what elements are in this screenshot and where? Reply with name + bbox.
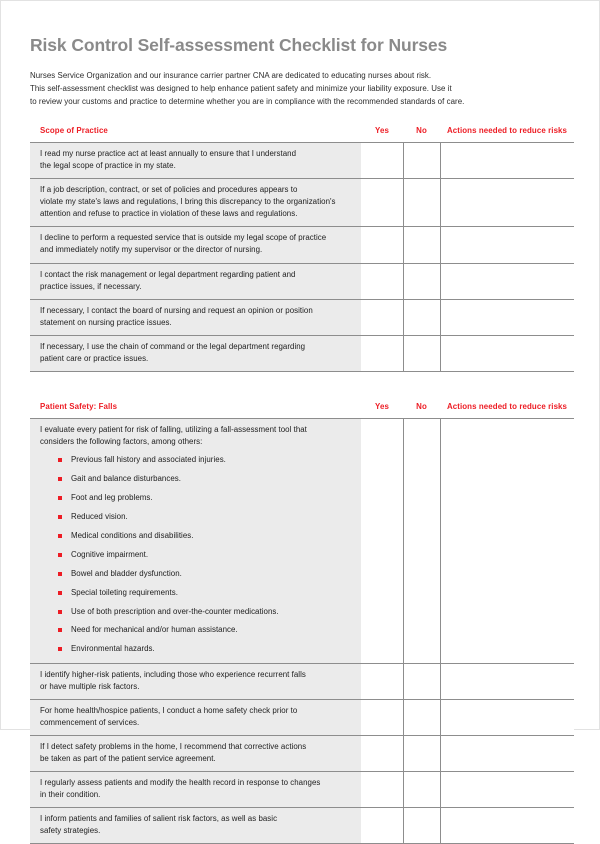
yes-checkbox-cell[interactable] [361, 699, 403, 735]
checklist-item-line: practice issues, if necessary. [40, 281, 142, 291]
list-item: Need for mechanical and/or human assistance. [58, 625, 353, 634]
checklist-item-line: attention and refuse to practice in violation of these laws and regulations. [40, 209, 298, 219]
yes-checkbox-cell[interactable] [361, 335, 403, 371]
table-header-row [30, 126, 574, 143]
table-row [30, 263, 574, 299]
checklist-item-line: If necessary, I use the chain of command or the legal department regarding [40, 341, 306, 351]
actions-input-cell[interactable] [440, 179, 574, 227]
checklist-item-text [30, 699, 361, 735]
square-bullet-icon [58, 534, 62, 538]
checklist-item-line: I regularly assess patients and modify the health record in response to changes [40, 778, 321, 788]
no-checkbox-cell[interactable] [403, 418, 440, 663]
yes-checkbox-cell[interactable] [361, 663, 403, 699]
actions-input-cell[interactable] [440, 699, 574, 735]
list-item: Use of both prescription and over-the-counter medications. [58, 607, 353, 616]
square-bullet-icon [58, 458, 62, 462]
column-header-actions: Actions needed to reduce risks [446, 401, 568, 411]
checklist-item-line: I inform patients and families of salient risk factors, as well as basic [40, 814, 278, 824]
checklist-item-text [30, 736, 361, 772]
checklist-item-text [30, 227, 361, 263]
column-header-yes: Yes [375, 126, 389, 136]
checklist-item-line: If a job description, contract, or set of policies and procedures appears to [40, 185, 298, 195]
square-bullet-icon [58, 553, 62, 557]
checklist-table [30, 126, 574, 371]
yes-checkbox-cell[interactable] [361, 772, 403, 808]
checklist-item-text [30, 179, 361, 227]
no-checkbox-cell[interactable] [403, 179, 440, 227]
actions-input-cell[interactable] [440, 143, 574, 179]
list-item: Foot and leg problems. [58, 493, 353, 502]
column-header-no: No [416, 126, 427, 136]
checklist-item-line: safety strategies. [40, 826, 101, 836]
list-item: Bowel and bladder dysfunction. [58, 569, 353, 578]
checklist-item-text [30, 663, 361, 699]
checklist-item-line: I decline to perform a requested service that is outside my legal scope of practice [40, 233, 327, 243]
list-item: Previous fall history and associated injuries. [58, 455, 353, 464]
no-checkbox-cell[interactable] [403, 699, 440, 735]
square-bullet-icon [58, 591, 62, 595]
yes-checkbox-cell[interactable] [361, 299, 403, 335]
square-bullet-icon [58, 610, 62, 614]
actions-input-cell[interactable] [440, 736, 574, 772]
checklist-item-text [30, 143, 361, 179]
actions-input-cell[interactable] [440, 263, 574, 299]
table-row [30, 699, 574, 735]
list-item: Reduced vision. [58, 512, 353, 521]
checklist-item-line: I contact the risk management or legal department regarding patient and [40, 269, 296, 279]
table-row [30, 143, 574, 179]
checklist-item-line: violate my state's laws and regulations, I bring this discrepancy to the organization's [40, 197, 336, 207]
yes-checkbox-cell[interactable] [361, 808, 403, 844]
no-checkbox-cell[interactable] [403, 227, 440, 263]
checklist-item-line: For home health/hospice patients, I conduct a home safety check prior to [40, 705, 298, 715]
intro-line: Nurses Service Organization and our insurance carrier partner CNA are dedicated to educating nurses about risk. [30, 71, 432, 80]
checklist-item-line: patient care or practice issues. [40, 353, 149, 363]
actions-input-cell[interactable] [440, 663, 574, 699]
yes-checkbox-cell[interactable] [361, 418, 403, 663]
list-item: Gait and balance disturbances. [58, 474, 353, 483]
actions-input-cell[interactable] [440, 335, 574, 371]
table-row [30, 299, 574, 335]
no-checkbox-cell[interactable] [403, 299, 440, 335]
checklist-item-line: be taken as part of the patient service agreement. [40, 754, 216, 764]
table-row [30, 736, 574, 772]
checklist-item-line: or have multiple risk factors. [40, 681, 140, 691]
document-body [1, 1, 599, 844]
checklist-item-line: I evaluate every patient for risk of falling, utilizing a fall-assessment tool that [40, 424, 307, 434]
actions-input-cell[interactable] [440, 772, 574, 808]
intro-line: This self-assessment checklist was designed to help enhance patient safety and minimize your liability exposure. Use it [30, 83, 452, 93]
square-bullet-icon [58, 477, 62, 481]
table-row [30, 335, 574, 371]
list-item: Medical conditions and disabilities. [58, 531, 353, 540]
actions-input-cell[interactable] [440, 418, 574, 663]
checklist-item-line: and immediately notify my supervisor or the director of nursing. [40, 245, 263, 255]
page-title: Risk Control Self-assessment Checklist for Nurses [30, 35, 448, 55]
section-heading: Patient Safety: Falls [40, 401, 118, 411]
list-item: Cognitive impairment. [58, 550, 353, 559]
yes-checkbox-cell[interactable] [361, 736, 403, 772]
checklist-item-text [30, 335, 361, 371]
checklist-item-line: statement on nursing practice issues. [40, 317, 172, 327]
square-bullet-icon [58, 496, 62, 500]
checklist-item-line: considers the following factors, among others: [40, 436, 203, 446]
square-bullet-icon [58, 515, 62, 519]
checklist-item-line: If I detect safety problems in the home, I recommend that corrective actions [40, 742, 307, 752]
checklist-item-text [30, 263, 361, 299]
checklist-item-text [30, 808, 361, 844]
yes-checkbox-cell[interactable] [361, 227, 403, 263]
column-header-no: No [416, 401, 427, 411]
list-item: Special toileting requirements. [58, 588, 353, 597]
checklist-item-line: I identify higher-risk patients, including those who experience recurrent falls [40, 669, 306, 679]
intro-paragraph [30, 70, 572, 108]
table-header-row [30, 402, 574, 419]
no-checkbox-cell[interactable] [403, 335, 440, 371]
no-checkbox-cell[interactable] [403, 263, 440, 299]
square-bullet-icon [58, 647, 62, 651]
table-row [30, 418, 574, 663]
table-row [30, 179, 574, 227]
table-row [30, 663, 574, 699]
checklist-item-line: the legal scope of practice in my state. [40, 161, 176, 171]
list-item: Environmental hazards. [58, 644, 353, 653]
section-spacer [30, 388, 572, 402]
checklist-table [30, 402, 574, 844]
square-bullet-icon [58, 572, 62, 576]
no-checkbox-cell[interactable] [403, 143, 440, 179]
actions-input-cell[interactable] [440, 808, 574, 844]
yes-checkbox-cell[interactable] [361, 263, 403, 299]
checklist-item-line: in their condition. [40, 790, 101, 800]
checklist-item-line: I read my nurse practice act at least annually to ensure that I understand [40, 149, 297, 159]
actions-input-cell[interactable] [440, 299, 574, 335]
yes-checkbox-cell[interactable] [361, 143, 403, 179]
column-header-yes: Yes [375, 401, 389, 411]
checklist-item-line: commencement of services. [40, 718, 140, 727]
no-checkbox-cell[interactable] [403, 663, 440, 699]
checklist-item-text [30, 299, 361, 335]
section-heading: Scope of Practice [40, 126, 108, 136]
square-bullet-icon [58, 628, 62, 632]
table-row [30, 808, 574, 844]
actions-input-cell[interactable] [440, 227, 574, 263]
checklist-sections [30, 126, 572, 844]
table-row [30, 772, 574, 808]
yes-checkbox-cell[interactable] [361, 179, 403, 227]
intro-line: to review your customs and practice to determine whether you are in compliance with the recommended standards of care. [30, 96, 465, 106]
table-row [30, 227, 574, 263]
no-checkbox-cell[interactable] [403, 736, 440, 772]
no-checkbox-cell[interactable] [403, 772, 440, 808]
risk-factor-list [40, 455, 353, 654]
column-header-actions: Actions needed to reduce risks [446, 126, 568, 136]
checklist-item-line: If necessary, I contact the board of nursing and request an opinion or position [40, 305, 313, 315]
checklist-item-text [30, 772, 361, 808]
no-checkbox-cell[interactable] [403, 808, 440, 844]
checklist-item-text [30, 418, 361, 663]
